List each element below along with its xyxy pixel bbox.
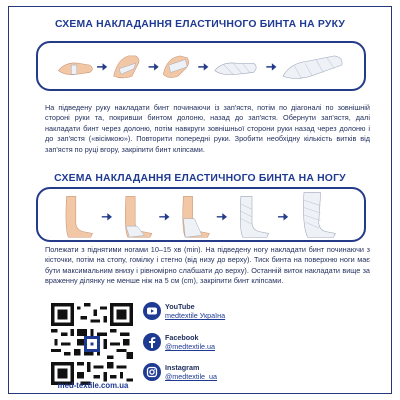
leg-instructions-text: Полежати з піднятими ногами 10–15 хв (min). На підведену ногу накладати бинт починаючи з кісточки, потім на стопу, гомілку і стегно (від низу до верху). Тиск бинта на поверхню ноги має бути максимальним внизу і рівномірно слабшати до верху). Останній виток накладати вище за враженну ділянку не менше ніж на 5 см (cm), закріпити бинт кліпсами. (45, 245, 370, 286)
leg-step-4 (240, 196, 268, 237)
instruction-sheet (8, 6, 392, 394)
facebook-link[interactable] (143, 331, 303, 355)
arm-illustration-strip (36, 41, 366, 91)
arm-step-3 (163, 56, 188, 78)
arm-step-5 (283, 56, 342, 79)
instagram-link[interactable] (143, 361, 303, 385)
youtube-label: YouTube (165, 302, 195, 311)
website-link[interactable]: med-textile.com.ua (57, 381, 129, 390)
leg-section-title: СХЕМА НАКЛАДАННЯ ЕЛАСТИЧНОГО БИНТА НА НОГУ (54, 173, 346, 184)
leg-step-3 (183, 196, 210, 237)
youtube-link[interactable] (143, 300, 303, 324)
arm-step-1 (58, 63, 92, 75)
arm-step-4 (215, 63, 256, 75)
arm-instructions-text: На підведену руку накладати бинт починаючи із зап'ястя, потім по діагоналі по зовнішній стороні руки та, покривши бинтом долоню, назад до зап'ястя. Обернути зап'ястя, далі накладати бинт через долоню, потім навкруги зовнішньої сторони руки назад через долоню і до зап'ястя («вісімкою»). Повторити попередні руки. Зробити необхідну кількість витків від зап'ястя по руці вгору, закріпити бинт кліпсами. (45, 103, 370, 154)
arm-step-2 (114, 56, 139, 78)
leg-illustration-strip (36, 187, 366, 242)
leg-step-2 (125, 196, 152, 237)
instagram-handle[interactable]: @medtextile_ua (165, 372, 218, 381)
leg-bandaging-steps-illustration (38, 189, 364, 240)
leg-step-1 (66, 196, 93, 237)
facebook-label: Facebook (165, 333, 199, 342)
arm-section-title: СХЕМА НАКЛАДАННЯ ЕЛАСТИЧНОГО БИНТА НА РУКУ (54, 19, 346, 30)
instagram-label: Instagram (165, 363, 200, 372)
leg-step-5 (303, 193, 335, 238)
facebook-icon (143, 333, 161, 351)
qr-code-image (51, 303, 133, 385)
youtube-handle[interactable]: medtextile Україна (165, 311, 226, 320)
instagram-icon (143, 363, 161, 381)
qr-code[interactable] (51, 303, 133, 385)
youtube-icon (143, 302, 161, 320)
facebook-handle[interactable]: @medtextile.ua (165, 342, 216, 351)
arm-bandaging-steps-illustration (38, 43, 364, 89)
